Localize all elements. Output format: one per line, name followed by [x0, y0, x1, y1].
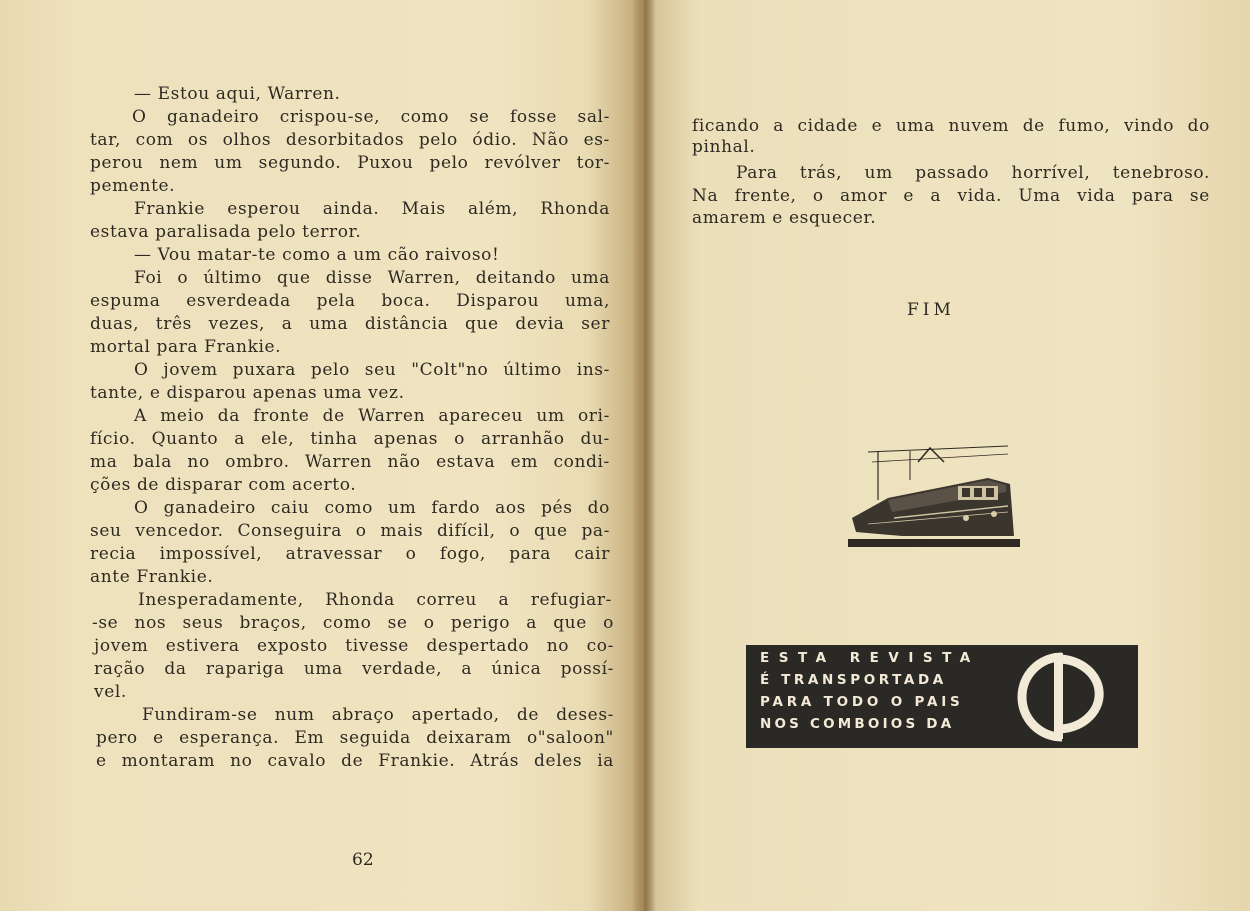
text-line: perou nem um segundo. Puxou pelo revólver tor- — [90, 153, 610, 173]
text-line: recia impossível, atravessar o fogo, para cair — [90, 544, 610, 564]
text-line: Fundiram-se num abraço apertado, de deses- — [142, 705, 614, 725]
text-line: — Vou matar-te como a um cão raivoso! — [134, 245, 500, 265]
text-line: A meio da fronte de Warren apareceu um ori- — [134, 406, 610, 426]
text-line: fício. Quanto a ele, tinha apenas o arranhão du- — [90, 429, 610, 449]
text-line: pemente. — [90, 176, 176, 196]
text-line: mortal para Frankie. — [90, 337, 282, 357]
ad-line: É TRANSPORTADA — [760, 672, 947, 688]
text-line: O ganadeiro caiu como um fardo aos pés do — [134, 498, 610, 518]
text-line: — Estou aqui, Warren. — [134, 84, 341, 104]
text-line: tante, e disparou apenas uma vez. — [90, 383, 405, 403]
ad-line: PARA TODO O PAIS — [760, 694, 964, 710]
text-line: ções de disparar com acerto. — [90, 475, 357, 495]
text-line: seu vencedor. Conseguira o mais difícil, o que pa- — [90, 521, 610, 541]
text-line: Na frente, o amor e a vida. Uma vida para se — [692, 186, 1210, 206]
cp-advertisement — [746, 645, 1138, 748]
text-line: Foi o último que disse Warren, deitando uma — [134, 268, 610, 288]
text-line: amarem e esquecer. — [692, 208, 877, 228]
text-line: pinhal. — [692, 137, 756, 157]
train-illustration — [848, 440, 1020, 548]
text-line: O ganadeiro crispou-se, como se fosse sal- — [132, 107, 610, 127]
text-line: ma bala no ombro. Warren não estava em condi- — [90, 452, 610, 472]
cp-logo-icon — [996, 649, 1126, 744]
end-mark: FIM — [907, 300, 955, 320]
text-line: tar, com os olhos desorbitados pelo ódio. Não es- — [90, 130, 610, 150]
ad-line: ESTA REVISTA — [760, 650, 980, 666]
text-line: ficando a cidade e uma nuvem de fumo, vindo do — [692, 116, 1210, 136]
text-line: Inesperadamente, Rhonda correu a refugiar- — [138, 590, 612, 610]
ad-line: NOS COMBOIOS DA — [760, 716, 955, 732]
text-line: Frankie esperou ainda. Mais além, Rhonda — [134, 199, 610, 219]
page-number: 62 — [352, 850, 374, 870]
text-line: pero e esperança. Em seguida deixaram o"saloon" — [96, 728, 614, 748]
text-line: O jovem puxara pelo seu "Colt"no último ins- — [134, 360, 610, 380]
text-line: jovem estivera exposto tivesse despertado no co- — [94, 636, 614, 656]
text-line: duas, três vezes, a uma distância que devia ser — [90, 314, 610, 334]
text-line: Para trás, um passado horrível, tenebroso. — [736, 163, 1210, 183]
text-line: estava paralisada pelo terror. — [90, 222, 362, 242]
text-line: ante Frankie. — [90, 567, 214, 587]
text-line: espuma esverdeada pela boca. Disparou uma, — [90, 291, 610, 311]
text-line: ração da rapariga uma verdade, a única possí- — [94, 659, 614, 679]
text-line: vel. — [94, 682, 127, 702]
text-line: -se nos seus braços, como se o perigo a que o — [92, 613, 614, 633]
text-line: e montaram no cavalo de Frankie. Atrás deles ia — [96, 751, 614, 771]
